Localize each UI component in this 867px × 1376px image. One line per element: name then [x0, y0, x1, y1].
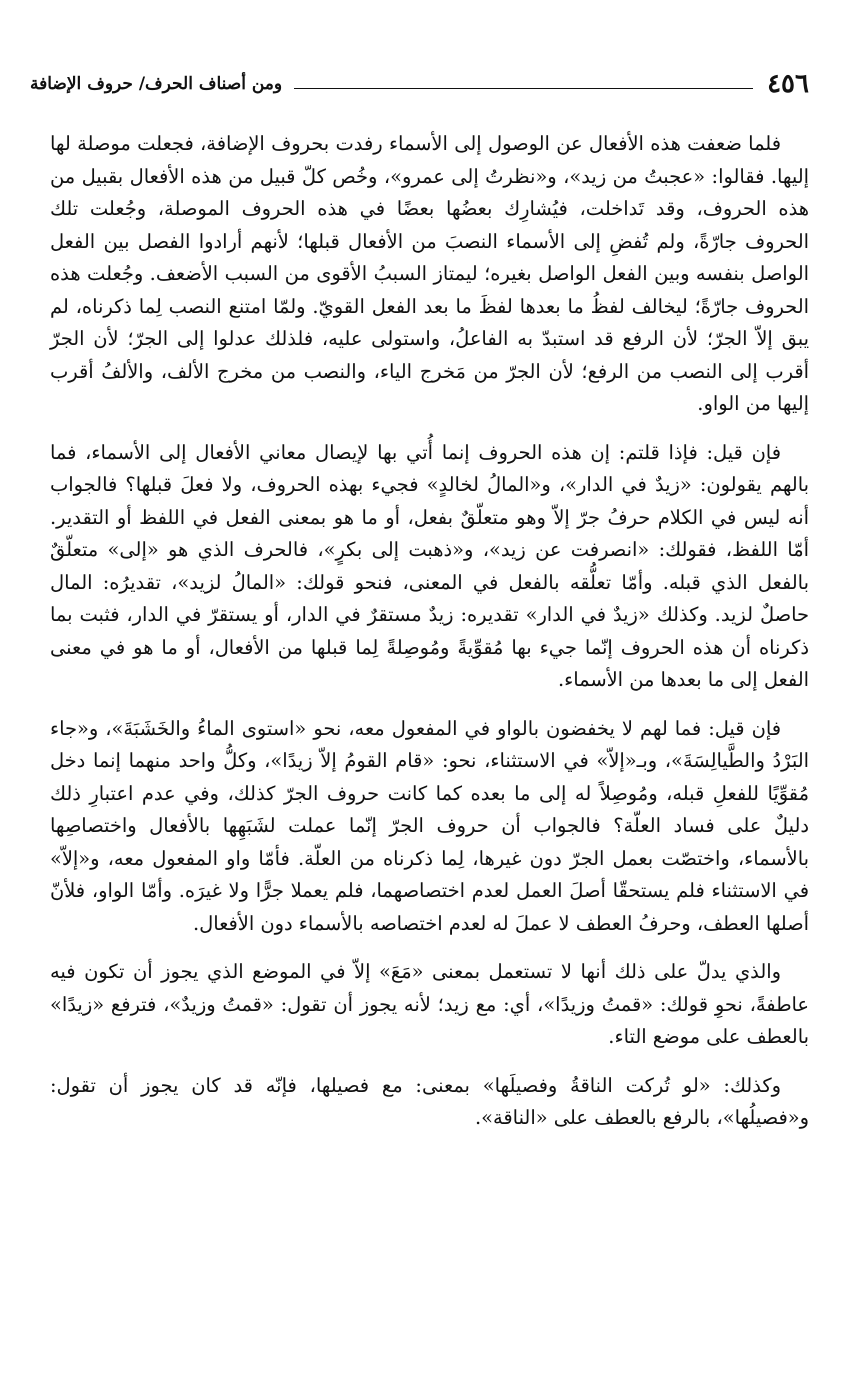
page-number: ٤٥٦ [767, 69, 809, 99]
paragraph: فإن قيل: فإذا قلتم: إن هذه الحروف إنما أُتي بها لإيصال معاني الأفعال إلى الأسماء، فما بالهم يقولون: «زيدٌ في الدار»، و«المالُ لخالدٍ» فجيء بهذه الحروف، ولا فعلَ قبلها؟ فالجواب أنه ليس في الكلام حرفُ جرّ إلاّ وهو متعلّقٌ بفعل، أو ما هو بمعنى الفعل في اللفظ أو التقدير. أمّا اللفظ، فقولك: «انصرفت عن زيد»، و«ذهبت إلى بكرٍ»، فالحرف الذي هو «إلى» متعلّقٌ بالفعل الذي قبله. وأمّا تعلُّقه بالفعل في المعنى، فنحو قولك: «المالُ لزيد»، تقديرُه: المال حاصلٌ لزيد. وكذلك «زيدٌ في الدار» تقديره: زيدٌ مستقرٌ في الدار، أو يستقرّ في الدار، فثبت بما ذكرناه أن هذه الحروف إنّما جيء بها مُقوِّيةً ومُوصِلةً لِما قبلها من الأفعال، أو ما هو في معنى الفعل إلى ما بعدها من الأسماء. [50, 440, 809, 691]
header-rule [294, 88, 753, 89]
paragraph: وكذلك: «لو تُركت الناقةُ وفصيلَها» بمعنى: مع فصيلها، فإنّه قد كان يجوز أن تقول: و«فصيلُها»، بالرفع بالعطف على «الناقة». [50, 1073, 809, 1129]
running-title: ومن أصناف الحرف/ حروف الإضافة [30, 74, 283, 94]
paragraph: فإن قيل: فما لهم لا يخفضون بالواو في المفعول معه، نحو «استوى الماءُ والخَشَبَةَ»، و«جاء البَرْدُ والطَّيالِسَةَ»، وبـ«إلاّ» في الاستثناء، نحو: «قام القومُ إلاّ زيدًا»، وكلُّ واحد منهما إنما دخل مُقوِّيًا للفعلِ قبله، ومُوصِلاً له إلى ما بعده كما كانت حروف الجرّ كذلك، وفي عدم اعتبارِ ذلك دليلٌ على فساد العلّة؟ فالجواب أن حروف الجرّ إنّما عملت لشَبَهِها بالأفعال واختصاصِها بالأسماء، واختصّت بعمل الجرّ دون غيرها، لِما ذكرناه من العلّة. فأمّا واو المفعول معه، و«إلاّ» في الاستثناء فلم يستحقّا أصلَ العمل لعدم اختصاصهما، فلم يعملا جرًّا ولا غيرَه. وأمّا الواو، فلأنّ أصلها العطف، وحرفُ العطف لا عملَ له لعدم اختصاصه بالأسماء دون الأفعال. [50, 716, 809, 935]
body-text [50, 128, 809, 1151]
page-header [30, 58, 809, 98]
paragraph: فلما ضعفت هذه الأفعال عن الوصول إلى الأسماء رفدت بحروف الإضافة، فجعلت موصلة لها إليها. فقالوا: «عجبتُ من زيد»، و«نظرتُ إلى عمرو»، وخُص كلّ قبيل من هذه الأفعال بقبيل من هذه الحروف، وقد تَداخلت، فيُشارِك بعضُها بعضًا في هذه الحروف الموصلة، وجُعلت تلك الحروف جارّةً، ولم تُفضِ إلى الأسماء النصبَ من الأفعال قبلها؛ لأنهم أرادوا الفصل بين الفعل الواصل بنفسه وبين الفعل الواصل بغيره؛ ليمتاز السببُ الأقوى من السبب الأضعف. وجُعلت هذه الحروف جارّةً؛ ليخالف لفظُ ما بعدها لفظَ ما بعد الفعل القويّ. ولمّا امتنع النصب لِما ذكرناه، لم يبق إلاّ الجرّ؛ لأن الرفع قد استبدّ به الفاعلُ، واستولى عليه، فلذلك عدلوا إلى الجرّ؛ لأن الجرّ أقرب إلى النصب من الرفع؛ لأن الجرّ من مَخرج الياء، والنصب من مخرج الألف، والألفُ أقرب إليها من الواو. [50, 132, 809, 415]
paragraph: والذي يدلّ على ذلك أنها لا تستعمل بمعنى «مَعَ» إلاّ في الموضع الذي يجوز أن تكون فيه عاطفةً، نحوِ قولك: «قمتُ وزيدًا»، أي: مع زيد؛ لأنه يجوز أن تقول: «قمتُ وزيدٌ»، فترفع «زيدًا» بالعطف على موضع التاء. [50, 960, 809, 1048]
